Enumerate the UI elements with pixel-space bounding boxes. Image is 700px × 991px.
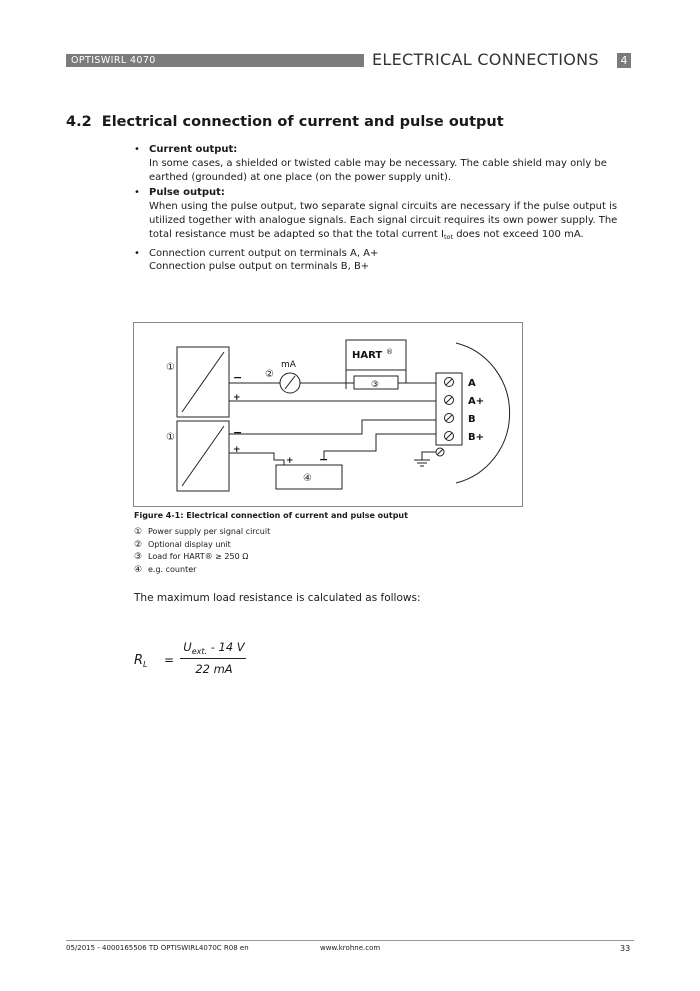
wire (324, 434, 436, 460)
figure-caption: Figure 4-1: Electrical connection of current and pulse output (134, 511, 408, 520)
legend-item (134, 526, 270, 539)
bullet-pulse-output (134, 186, 634, 244)
bullet-dot: • (134, 247, 140, 259)
legend-number: ① (134, 527, 143, 537)
power-supply-2-diagonal (182, 426, 224, 486)
figure-legend (134, 526, 270, 576)
section-number: 4.2 (66, 114, 92, 130)
legend-item (134, 539, 270, 552)
header-product-name: OPTISWIRL 4070 (66, 54, 364, 67)
section-title (66, 114, 504, 130)
bullet-list (134, 143, 634, 276)
bullet-terminals (134, 247, 634, 275)
bullet-line: Connection current output on terminals A, A+ (149, 247, 379, 259)
legend-item (134, 551, 270, 564)
device-housing-arc (456, 343, 510, 483)
bullet-text: When using the pulse output, two separate signal circuits are necessary if the pulse output is utilized together with analogue signals. Each signal circuit requires its own power supply. The total resistance must be adapted so that the total current $I_{tot}$ does not exceed 100 mA. (149, 201, 618, 241)
terminal-label-a-plus: A+ (468, 396, 485, 407)
terminal-label-b-plus: B+ (468, 432, 485, 443)
bullet-current-output (134, 143, 634, 184)
wiring-diagram (133, 322, 523, 507)
legend-text: Power supply per signal circuit (148, 527, 271, 536)
terminal-block (436, 373, 462, 445)
legend-item (134, 564, 270, 577)
label-hart-reg: ® (386, 348, 393, 356)
bullet-dot: • (134, 144, 140, 155)
formula-equals: = (164, 653, 175, 667)
polarity-minus: − (233, 426, 243, 439)
bullet-dot: • (134, 187, 140, 199)
formula-numerator: $U_{ext.} - 14$ V (183, 640, 245, 656)
legend-number: ③ (134, 552, 143, 562)
wire (229, 420, 436, 434)
footer-page-number: 33 (620, 944, 631, 953)
terminal-label-a: A (468, 378, 476, 389)
legend-text: e.g. counter (148, 564, 197, 574)
bullet-line: Connection pulse output on terminals B, B+ (149, 261, 370, 273)
formula-fraction-bar (180, 658, 246, 659)
formula-intro-text: The maximum load resistance is calculated as follows: (134, 592, 421, 604)
polarity-plus: + (233, 445, 241, 455)
section-heading: Electrical connection of current and pulse output (101, 114, 504, 130)
power-supply-1-diagonal (182, 352, 224, 412)
label-circle-2: ② (265, 369, 274, 380)
label-circle-1b: ① (166, 432, 175, 443)
bullet-heading: Current output: (149, 144, 238, 155)
header-chapter-number: 4 (617, 53, 631, 68)
ground-wire (422, 452, 436, 460)
polarity-minus: − (233, 371, 243, 384)
label-ma: mA (281, 360, 296, 370)
label-hart: HART (352, 350, 383, 361)
polarity-plus: + (233, 393, 241, 403)
wire (340, 383, 346, 389)
terminal-label-b: B (468, 414, 476, 425)
label-circle-4: ④ (303, 473, 312, 484)
header-chapter-title: ELECTRICAL CONNECTIONS (372, 50, 599, 69)
bullet-text: In some cases, a shielded or twisted cable may be necessary. The cable shield may only be earthed (grounded) at one place (on the power supply unit). (149, 157, 607, 183)
footer-document-id: 05/2015 - 4000165506 TD OPTISWIRL4070C R08 en (66, 944, 249, 952)
label-circle-3: ③ (371, 380, 380, 390)
formula-lhs: $R_L$ (134, 653, 148, 669)
polarity-minus: − (319, 453, 329, 466)
wiring-diagram-svg (134, 323, 524, 508)
formula-denominator: 22 mA (195, 662, 233, 676)
footer-website: www.krohne.com (320, 944, 381, 952)
legend-number: ② (134, 539, 143, 550)
polarity-plus: + (286, 456, 294, 466)
ma-meter-needle (285, 376, 295, 389)
legend-text: Optional display unit (148, 539, 231, 549)
footer-divider (66, 940, 634, 941)
label-circle-1: ① (166, 362, 175, 373)
legend-text: Load for HART® ≥ 250 Ω (148, 552, 249, 561)
legend-number: ④ (134, 564, 143, 575)
bullet-heading: Pulse output: (149, 187, 225, 199)
